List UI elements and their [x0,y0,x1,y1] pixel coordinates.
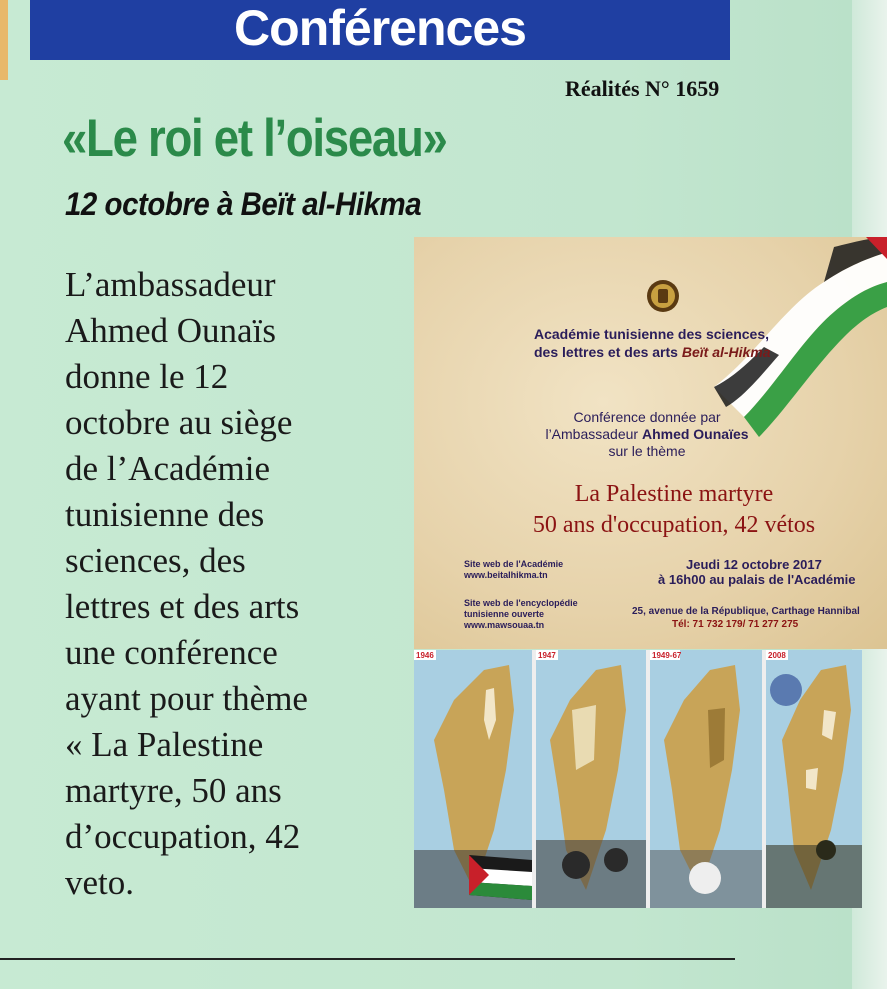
telephone-line: Tél: 71 732 179/ 71 277 275 [672,619,799,630]
body-line: lettres et des arts [65,587,300,626]
body-line: d’occupation, 42 [65,817,301,856]
academy-website [464,559,563,581]
article-body [65,262,405,906]
intro-line-2: l’Ambassadeur Ahmed Ounaïes [545,426,749,442]
title-line-2: 50 ans d'occupation, 42 vétos [532,512,816,538]
map-label-2: 1947 [538,651,556,660]
article-subheadline: 12 octobre à Beït al-Hikma [65,186,422,222]
academy-line-2: des lettres et des arts Beït al-Hikma [534,344,771,360]
section-title: Conférences [234,0,526,56]
title-line-1: La Palestine martyre [574,481,774,507]
academy-emblem-icon [646,279,680,313]
bottom-rule [0,958,735,960]
article-headline: «Le roi et l’oiseau» [62,109,447,168]
body-line: Ahmed Ounaïs [65,311,276,350]
encyclo-label-2: tunisienne ouverte [464,609,545,619]
body-line: donne le 12 [65,357,229,396]
academy-name-italic: Beït al-Hikma [681,344,771,360]
body-line: L’ambassadeur [65,265,276,304]
website-label: Site web de l'Académie [464,559,564,569]
body-line: veto. [65,863,135,902]
encyclo-url: www.mawsouaa.tn [464,620,545,630]
conference-address [632,605,860,631]
conference-title [484,479,864,541]
section-banner [30,0,730,60]
map-label-4: 2008 [768,651,786,660]
map-label-3: 1949-67 [652,651,682,660]
conference-intro [522,409,772,460]
body-line: sciences, des [65,541,246,580]
conference-date [658,557,855,587]
body-line: martyre, 50 ans [65,771,282,810]
encyclopedia-website [464,598,578,631]
body-line: une conférence [65,633,278,672]
page-edge-left [0,0,8,80]
date-line-1: Jeudi 12 octobre 2017 [686,557,822,572]
academy-line-1: Académie tunisienne des sciences, [534,326,769,342]
map-panel-1949-67 [650,650,762,908]
map-panel-2008 [766,650,862,908]
speaker-name: Ahmed Ounaïes [641,426,749,442]
body-line: de l’Académie [65,449,271,488]
intro-line-3: sur le thème [608,443,686,459]
palestine-maps-strip [414,650,862,908]
encyclo-label-1: Site web de l'encyclopédie [464,598,578,608]
body-line: ayant pour thème [65,679,308,718]
intro-line-1: Conférence donnée par [573,409,721,425]
maps-illustration [414,650,862,908]
body-line: tunisienne des [65,495,265,534]
date-line-2: à 16h00 au palais de l'Académie [658,572,856,587]
academy-name [534,325,771,361]
map-panel-1946 [414,650,532,908]
conference-poster [414,237,887,649]
body-line: octobre au siège [65,403,293,442]
website-url: www.beitalhikma.tn [464,570,548,580]
issue-reference: Réalités N° 1659 [565,76,720,101]
address-line: 25, avenue de la République, Carthage Hannibal [632,606,860,617]
map-label-1: 1946 [416,651,434,660]
map-panel-1947 [536,650,646,908]
body-line: « La Palestine [65,725,264,764]
